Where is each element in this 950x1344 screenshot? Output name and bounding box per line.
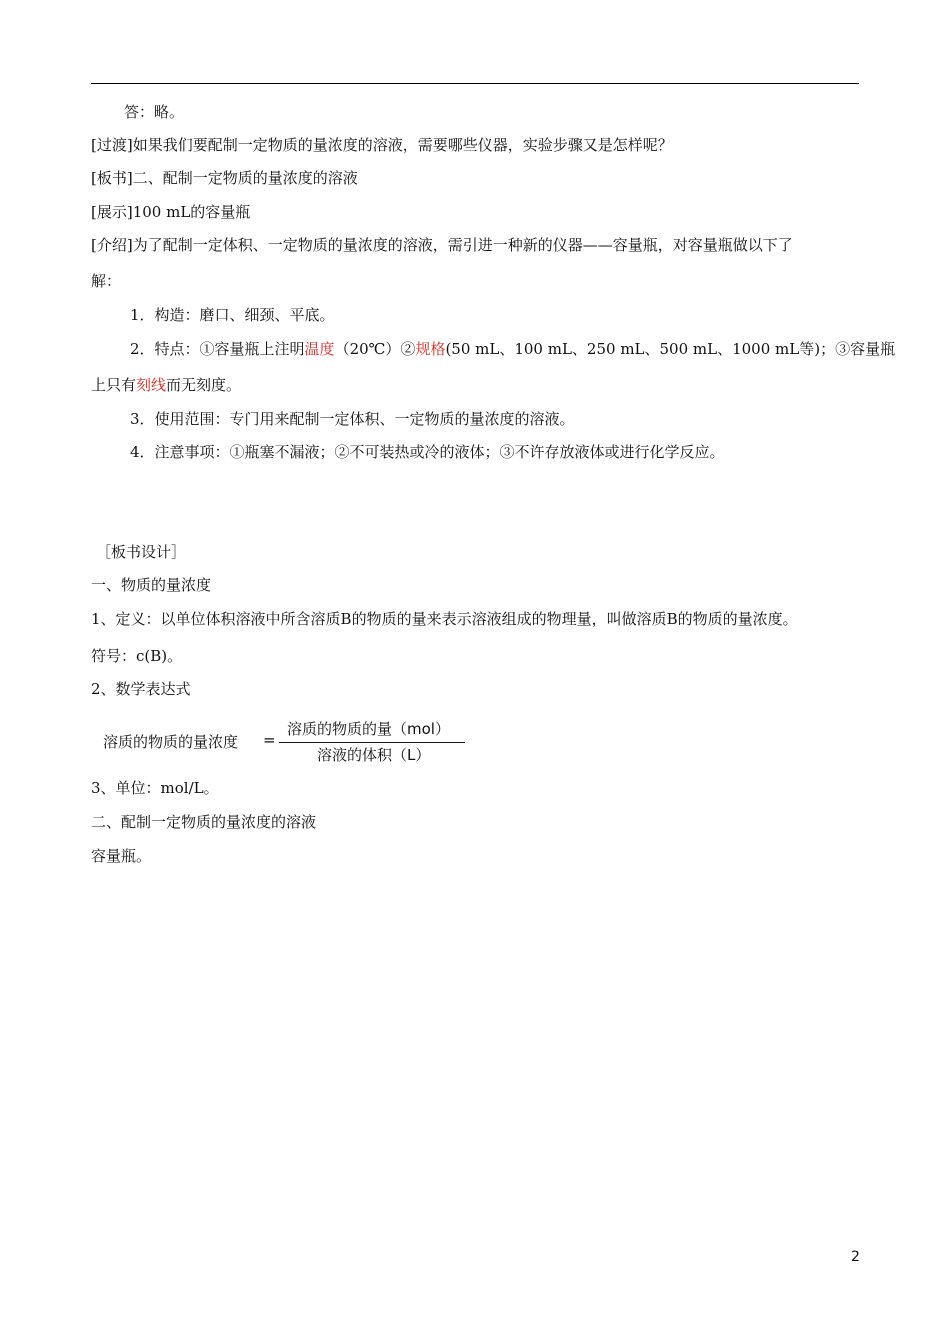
design-symbol: 符号：c(B)。 [91, 647, 183, 665]
features-red-mark: 刻线 [136, 376, 167, 394]
board-line: [板书]二、配制一定物质的量浓度的溶液 [91, 169, 358, 187]
design-title: ［板书设计］ [96, 543, 187, 561]
design-unit: 3、单位：mol/L。 [91, 779, 219, 797]
item-scope: 3．使用范围：专门用来配制一定体积、一定物质的量浓度的溶液。 [130, 410, 575, 428]
concentration-formula [103, 715, 503, 769]
item-cautions: 4．注意事项：①瓶塞不漏液；②不可装热或冷的液体；③不许存放液体或进行化学反应。 [130, 443, 725, 461]
design-definition: 1、定义：以单位体积溶液中所含溶质B的物质的量来表示溶液组成的物理量，叫做溶质B的物质的量浓度。 [91, 610, 798, 628]
page-number: 2 [851, 1249, 860, 1265]
formula-denominator: 溶液的体积（L） [317, 746, 431, 764]
answer-line: 答：略。 [124, 103, 185, 121]
show-line: [展示]100 mL的容量瓶 [91, 203, 251, 221]
formula-equals: = [263, 731, 276, 749]
item-features-cont [91, 375, 241, 395]
formula-numerator: 溶质的物质的量（mol） [287, 720, 450, 738]
design-expression: 2、数学表达式 [91, 680, 191, 698]
features-text-2: （20℃）② [334, 340, 416, 358]
design-section-1: 一、物质的量浓度 [91, 576, 212, 594]
item-structure: 1．构造：磨口、细颈、平底。 [130, 306, 335, 324]
transition-line: [过渡]如果我们要配制一定物质的量浓度的溶液，需要哪些仪器，实验步骤又是怎样呢？ [91, 136, 673, 154]
formula-lhs: 溶质的物质的量浓度 [103, 733, 239, 751]
intro-line-cont: 解： [91, 272, 122, 290]
features-red-spec: 规格 [415, 340, 446, 358]
intro-line: [介绍]为了配制一定体积、一定物质的量浓度的溶液，需引进一种新的仪器——容量瓶，对容量瓶做以下了 [91, 236, 793, 254]
item-features [130, 339, 895, 359]
features-text-5: 而无刻度。 [166, 376, 242, 394]
features-text-3: (50 mL、100 mL、250 mL、500 mL、1000 mL等)；③容量瓶 [445, 340, 896, 358]
header-rule [91, 83, 859, 84]
design-section-2: 二、配制一定物质的量浓度的溶液 [91, 813, 317, 831]
fraction-bar [279, 742, 465, 743]
features-red-temperature: 温度 [304, 340, 335, 358]
features-text-1: 2．特点：①容量瓶上注明 [130, 340, 305, 358]
features-text-4: 上只有 [91, 376, 137, 394]
design-flask: 容量瓶。 [91, 847, 152, 865]
